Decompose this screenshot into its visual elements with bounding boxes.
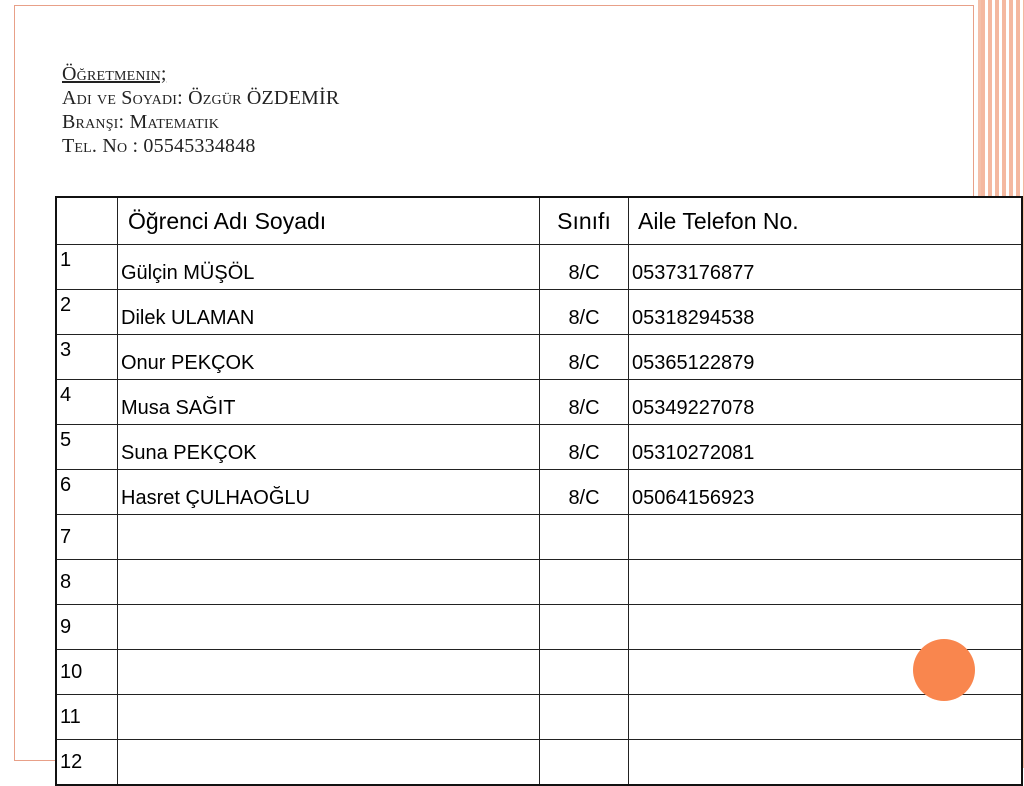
table-row bbox=[56, 290, 1022, 335]
student-class bbox=[540, 650, 629, 695]
student-class: 8/C bbox=[540, 245, 629, 290]
row-number: 5 bbox=[56, 425, 118, 470]
row-number: 4 bbox=[56, 380, 118, 425]
family-phone bbox=[629, 740, 1023, 786]
table-row bbox=[56, 335, 1022, 380]
student-table bbox=[55, 196, 1023, 786]
student-class: 8/C bbox=[540, 335, 629, 380]
teacher-heading: Öğretmenin; bbox=[62, 63, 167, 85]
student-class bbox=[540, 740, 629, 786]
row-number: 1 bbox=[56, 245, 118, 290]
table-row bbox=[56, 650, 1022, 695]
family-phone bbox=[629, 560, 1023, 605]
header-student-name: Öğrenci Adı Soyadı bbox=[118, 197, 540, 245]
student-name: Dilek ULAMAN bbox=[118, 290, 540, 335]
family-phone: 05318294538 bbox=[629, 290, 1023, 335]
student-class: 8/C bbox=[540, 290, 629, 335]
student-name: Hasret ÇULHAOĞLU bbox=[118, 470, 540, 515]
table-row bbox=[56, 605, 1022, 650]
row-number: 2 bbox=[56, 290, 118, 335]
family-phone: 05064156923 bbox=[629, 470, 1023, 515]
row-number: 8 bbox=[56, 560, 118, 605]
family-phone: 05365122879 bbox=[629, 335, 1023, 380]
student-name bbox=[118, 515, 540, 560]
row-number: 9 bbox=[56, 605, 118, 650]
student-name: Musa SAĞIT bbox=[118, 380, 540, 425]
family-phone: 05310272081 bbox=[629, 425, 1023, 470]
student-class bbox=[540, 695, 629, 740]
row-number: 6 bbox=[56, 470, 118, 515]
family-phone bbox=[629, 515, 1023, 560]
table-row bbox=[56, 470, 1022, 515]
student-name bbox=[118, 650, 540, 695]
student-class bbox=[540, 515, 629, 560]
student-class: 8/C bbox=[540, 425, 629, 470]
row-number: 11 bbox=[56, 695, 118, 740]
student-class bbox=[540, 560, 629, 605]
decorative-orange-circle bbox=[913, 639, 975, 701]
row-number: 7 bbox=[56, 515, 118, 560]
student-name bbox=[118, 740, 540, 786]
student-name bbox=[118, 605, 540, 650]
table-row bbox=[56, 560, 1022, 605]
teacher-info bbox=[62, 62, 339, 158]
teacher-name: Adı ve Soyadı: Özgür ÖZDEMİR bbox=[62, 87, 340, 109]
header-no bbox=[56, 197, 118, 245]
student-class: 8/C bbox=[540, 380, 629, 425]
row-number: 12 bbox=[56, 740, 118, 786]
family-phone bbox=[629, 695, 1023, 740]
table-row bbox=[56, 380, 1022, 425]
family-phone: 05349227078 bbox=[629, 380, 1023, 425]
table-row bbox=[56, 695, 1022, 740]
row-number: 3 bbox=[56, 335, 118, 380]
family-phone bbox=[629, 605, 1023, 650]
table-row bbox=[56, 245, 1022, 290]
student-class: 8/C bbox=[540, 470, 629, 515]
table-row bbox=[56, 425, 1022, 470]
student-name: Suna PEKÇOK bbox=[118, 425, 540, 470]
student-name bbox=[118, 695, 540, 740]
teacher-phone: Tel. No : 05545334848 bbox=[62, 135, 256, 157]
student-name: Onur PEKÇOK bbox=[118, 335, 540, 380]
table-header-row bbox=[56, 197, 1022, 245]
table-row bbox=[56, 740, 1022, 786]
teacher-branch: Branşı: Matematik bbox=[62, 111, 220, 133]
student-class bbox=[540, 605, 629, 650]
header-family-phone: Aile Telefon No. bbox=[629, 197, 1023, 245]
student-name: Gülçin MÜŞÖL bbox=[118, 245, 540, 290]
student-name bbox=[118, 560, 540, 605]
header-class: Sınıfı bbox=[540, 197, 629, 245]
family-phone: 05373176877 bbox=[629, 245, 1023, 290]
table-row bbox=[56, 515, 1022, 560]
row-number: 10 bbox=[56, 650, 118, 695]
